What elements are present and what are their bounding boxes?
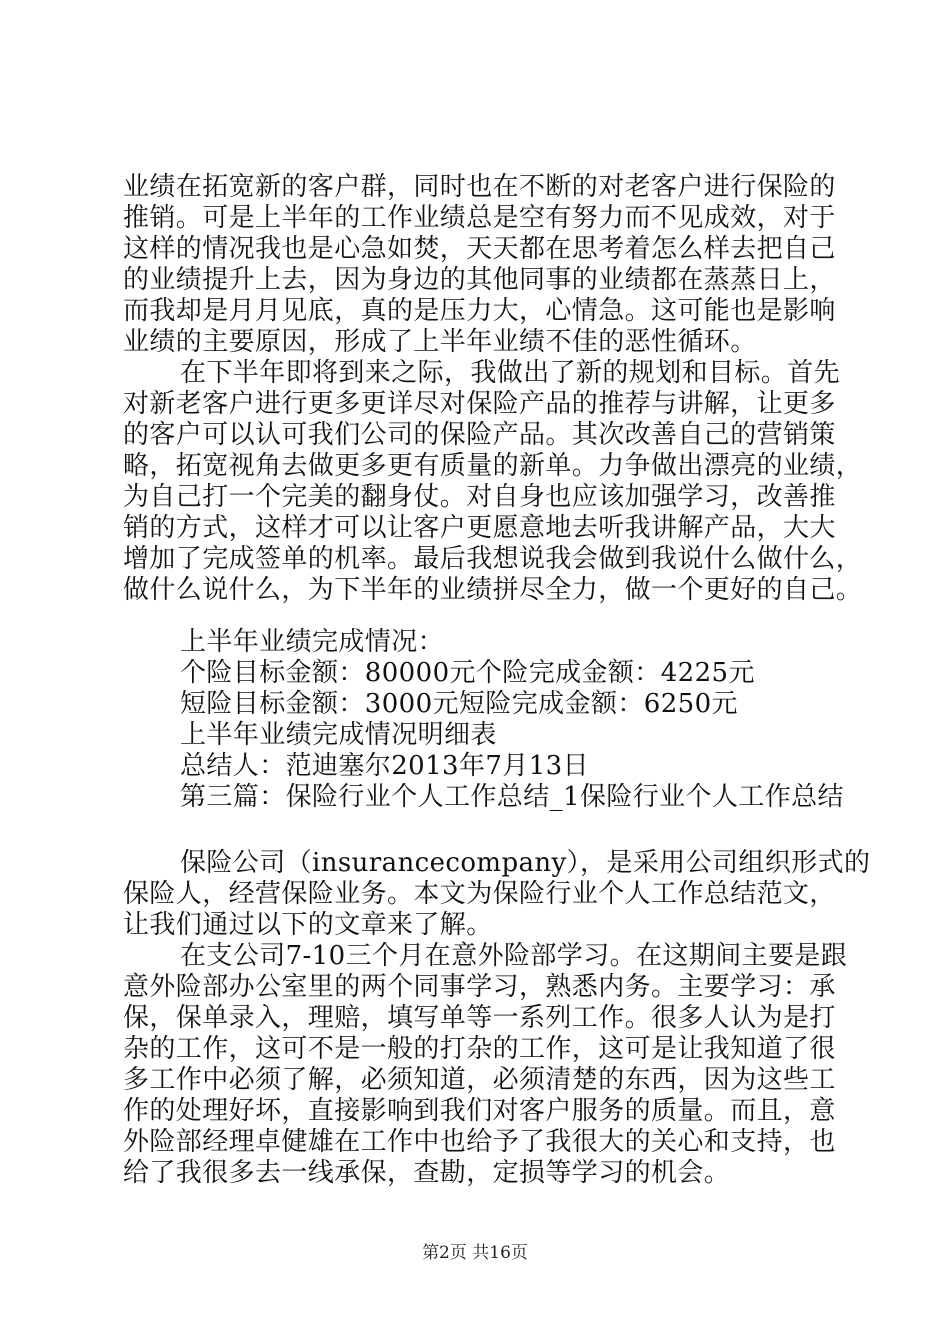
paragraph-line: 增加了完成签单的机率。最后我想说我会做到我说什么做什么， <box>123 544 863 574</box>
paragraph-line: 外险部经理卓健雄在工作中也给予了我很大的关心和支持，也 <box>123 1127 836 1157</box>
paragraph-line: 而我却是月月见底，真的是压力大，心情急。这可能也是影响 <box>123 296 836 326</box>
summary-detail-table-title: 上半年业绩完成情况明细表 <box>180 720 497 750</box>
paragraph-line: 保，保单录入，理赔，填写单等一系列工作。很多人认为是打 <box>123 1003 836 1033</box>
paragraph-line: 意外险部办公室里的两个同事学习，熟悉内务。主要学习：承 <box>123 972 836 1002</box>
summary-section <box>123 627 843 813</box>
paragraph-line-indented: 在下半年即将到来之际，我做出了新的规划和目标。首先 <box>180 358 841 388</box>
paragraph-line: 业绩的主要原因，形成了上半年业绩不佳的恶性循环。 <box>123 327 757 357</box>
paragraph-line: 做什么说什么，为下半年的业绩拼尽全力，做一个更好的自己。 <box>123 575 863 605</box>
paragraph-line: 让我们通过以下的文章来了解。 <box>123 910 493 940</box>
paragraph-line: 杂的工作，这可不是一般的打杂的工作，这可是让我知道了很 <box>123 1034 836 1064</box>
paragraph-line: 的客户可以认可我们公司的保险产品。其次改善自己的营销策 <box>123 420 836 450</box>
paragraph-line: 略，拓宽视角去做更多更有质量的新单。力争做出漂亮的业绩， <box>123 451 863 481</box>
paragraph-line: 推销。可是上半年的工作业绩总是空有努力而不见成效，对于 <box>123 203 836 233</box>
paragraph-line: 作的处理好坏，直接影响到我们对客户服务的质量。而且，意 <box>123 1096 836 1126</box>
paragraph-line: 销的方式，这样才可以让客户更愿意地去听我讲解产品，大大 <box>123 513 836 543</box>
chapter-heading: 第三篇：保险行业个人工作总结_1保险行业个人工作总结 <box>180 782 844 812</box>
summary-short-term-insurance: 短险目标金额：3000元短险完成金额：6250元 <box>180 689 738 719</box>
paragraph-line: 对新老客户进行更多更详尽对保险产品的推荐与讲解，让更多 <box>123 389 836 419</box>
paragraph-line: 业绩在拓宽新的客户群，同时也在不断的对老客户进行保险的 <box>123 172 836 202</box>
paragraph-line: 的业绩提升上去，因为身边的其他同事的业绩都在蒸蒸日上， <box>123 265 836 295</box>
summary-personal-insurance: 个险目标金额：80000元个险完成金额：4225元 <box>180 658 755 688</box>
paragraph-line: 这样的情况我也是心急如焚，天天都在思考着怎么样去把自己 <box>123 234 836 264</box>
paragraph-line: 给了我很多去一线承保，查勘，定损等学习的机会。 <box>123 1158 731 1188</box>
paragraph-line: 多工作中必须了解，必须知道，必须清楚的东西，因为这些工 <box>123 1065 836 1095</box>
summary-heading: 上半年业绩完成情况： <box>180 627 445 657</box>
paragraph-line: 为自己打一个完美的翻身仗。对自身也应该加强学习，改善推 <box>123 482 836 512</box>
body-section-performance <box>123 172 863 606</box>
paragraph-line-indented: 保险公司（insurancecompany），是采用公司组织形式的 <box>180 848 871 878</box>
summary-author-date: 总结人：范迪塞尔2013年7月13日 <box>180 751 589 781</box>
body-section-insurance-company <box>123 848 871 1189</box>
paragraph-line: 保险人，经营保险业务。本文为保险行业个人工作总结范文， <box>123 879 836 909</box>
paragraph-line-indented: 在支公司7-10三个月在意外险部学习。在这期间主要是跟 <box>180 941 848 971</box>
page-number-footer: 第2页 共16页 <box>422 1243 528 1263</box>
